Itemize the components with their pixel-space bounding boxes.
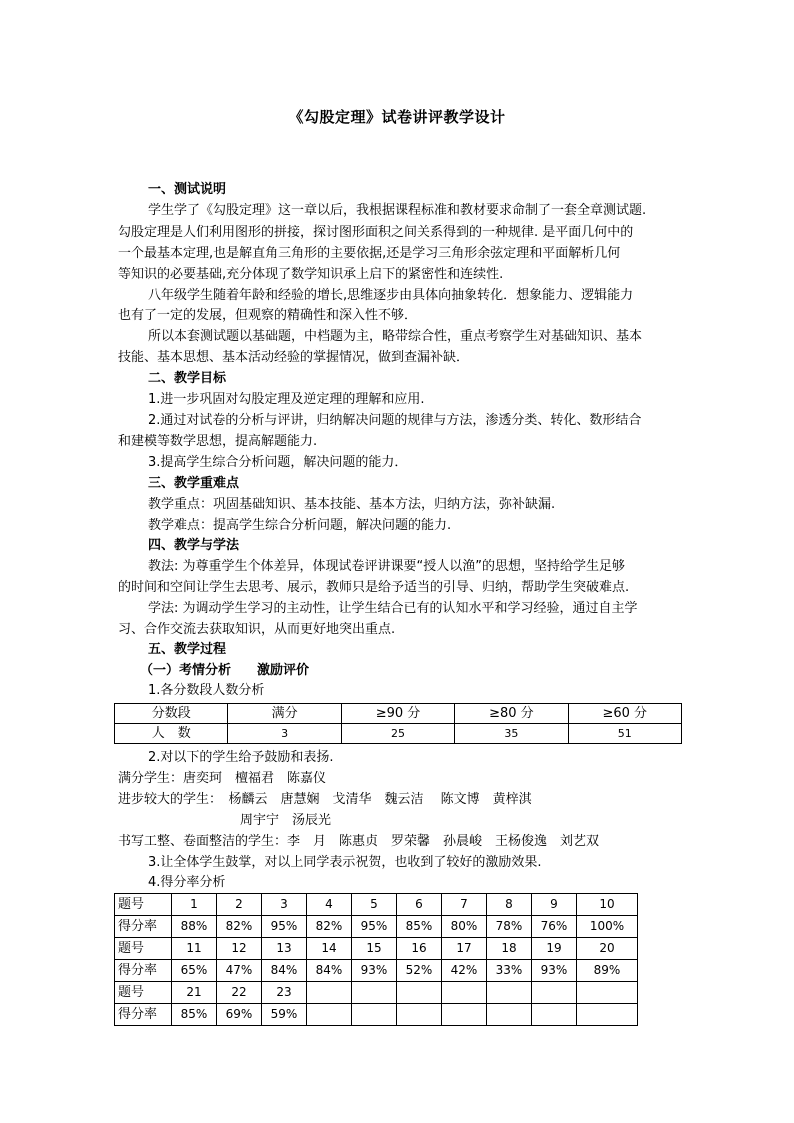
question-number-cell: 19 [532, 938, 577, 960]
score-rate-cell: 69% [217, 1004, 262, 1026]
paragraph-line: 周宇宁 汤辰光 [240, 813, 332, 828]
question-number-cell: 9 [532, 894, 577, 916]
table-row [115, 724, 682, 744]
score-rate-cell: 52% [397, 960, 442, 982]
score-rate-cell: 88% [172, 916, 217, 938]
score-rate-cell: 65% [172, 960, 217, 982]
table-row [115, 894, 638, 916]
section-heading-objectives: 二、教学目标 [148, 371, 227, 386]
paragraph-line: 满分学生：唐奕珂 檀福君 陈嘉仪 [118, 771, 327, 786]
paragraph-line: 3.提高学生综合分析问题，解决问题的能力． [148, 455, 408, 470]
score-rate-cell: 84% [262, 960, 307, 982]
score-rate-cell: 93% [352, 960, 397, 982]
score-rate-cell [442, 1004, 487, 1026]
score-rate-cell [397, 1004, 442, 1026]
paragraph-line: 4.得分率分析 [148, 875, 226, 890]
paragraph-line: 学法: 为调动学生学习的主动性，让学生结合已有的认知水平和学习经验，通过自主学 [148, 601, 638, 616]
paragraph-line: 所以本套测试题以基础题，中档题为主，略带综合性，重点考察学生对基础知识、基本 [148, 329, 643, 344]
score-distribution-table [114, 703, 682, 744]
section-heading-methods: 四、教学与学法 [148, 538, 240, 553]
row-label: 得分率 [115, 916, 172, 938]
score-rate-cell: 76% [532, 916, 577, 938]
paragraph-line: 也有了一定的发展，但观察的精确性和深入性不够． [118, 308, 418, 323]
question-number-cell [352, 982, 397, 1004]
question-number-cell: 21 [172, 982, 217, 1004]
question-number-cell: 16 [397, 938, 442, 960]
question-number-cell: 12 [217, 938, 262, 960]
question-number-cell [397, 982, 442, 1004]
table-row [115, 916, 638, 938]
question-number-cell: 22 [217, 982, 262, 1004]
score-rate-cell: 42% [442, 960, 487, 982]
section-heading-process: 五、教学过程 [148, 642, 227, 657]
score-rate-table [114, 893, 638, 1026]
paragraph-line: 教法: 为尊重学生个体差异，体现试卷评讲课要“授人以渔”的思想，坚持给学生足够 [148, 559, 625, 574]
row-label: 得分率 [115, 1004, 172, 1026]
paragraph-line: 八年级学生随着年龄和经验的增长,思维逐步由具体向抽象转化．想象能力、逻辑能力 [148, 288, 634, 303]
score-rate-cell: 82% [217, 916, 262, 938]
table-cell: 满分 [228, 704, 341, 724]
paragraph-line: 一个最基本定理,也是解直角三角形的主要依据,还是学习三角形余弦定理和平面解析几何 [118, 246, 621, 261]
table-cell: 人 数 [115, 724, 228, 744]
question-number-cell: 13 [262, 938, 307, 960]
paragraph-line: 和建模等数学思想，提高解题能力. [118, 434, 318, 449]
table-row [115, 982, 638, 1004]
question-number-cell: 20 [577, 938, 638, 960]
table-row [115, 960, 638, 982]
score-rate-cell [532, 1004, 577, 1026]
subsection-heading: （一）考情分析 激励评价 [140, 663, 310, 678]
score-rate-cell: 59% [262, 1004, 307, 1026]
question-number-cell [532, 982, 577, 1004]
document-title: 《勾股定理》试卷讲评教学设计 [288, 108, 506, 126]
question-number-cell: 11 [172, 938, 217, 960]
score-rate-cell [352, 1004, 397, 1026]
section-heading-key-points: 三、教学重难点 [148, 476, 240, 491]
question-number-cell [487, 982, 532, 1004]
table-cell: 35 [455, 724, 568, 744]
paragraph-line: 勾股定理是人们利用图形的拼接，探讨图形面积之间关系得到的一种规律. 是平面几何中的 [118, 225, 634, 240]
question-number-cell: 2 [217, 894, 262, 916]
score-rate-cell: 85% [172, 1004, 217, 1026]
question-number-cell: 17 [442, 938, 487, 960]
paragraph-line: 技能、基本思想、基本活动经验的掌握情况，做到查漏补缺． [118, 350, 470, 365]
score-rate-cell [487, 1004, 532, 1026]
paragraph-line: 2.对以下的学生给予鼓励和表扬. [148, 750, 334, 765]
score-rate-cell: 84% [307, 960, 352, 982]
question-number-cell: 3 [262, 894, 307, 916]
question-number-cell: 4 [307, 894, 352, 916]
score-rate-cell: 95% [352, 916, 397, 938]
row-label: 题号 [115, 938, 172, 960]
score-rate-cell: 89% [577, 960, 638, 982]
row-label: 题号 [115, 982, 172, 1004]
paragraph-line: 1.各分数段人数分析 [148, 683, 265, 698]
paragraph-line: 1.进一步巩固对勾股定理及逆定理的理解和应用. [148, 392, 425, 407]
table-cell: ≥60 分 [568, 704, 681, 724]
row-label: 得分率 [115, 960, 172, 982]
paragraph-line: 教学难点：提高学生综合分析问题，解决问题的能力. [148, 518, 452, 533]
question-number-cell [307, 982, 352, 1004]
question-number-cell: 5 [352, 894, 397, 916]
table-row [115, 938, 638, 960]
table-cell: ≥80 分 [455, 704, 568, 724]
paragraph-line: 等知识的必要基础,充分体现了数学知识承上启下的紧密性和连续性. [118, 267, 504, 282]
question-number-cell: 6 [397, 894, 442, 916]
score-rate-cell: 33% [487, 960, 532, 982]
score-rate-cell: 47% [217, 960, 262, 982]
paragraph-line: 2.通过对试卷的分析与评讲，归纳解决问题的规律与方法，渗透分类、转化、数形结合 [148, 413, 642, 428]
score-rate-cell: 93% [532, 960, 577, 982]
paragraph-line: 教学重点：巩固基础知识、基本技能、基本方法，归纳方法，弥补缺漏. [148, 497, 556, 512]
paragraph-line: 3.让全体学生鼓掌，对以上同学表示祝贺，也收到了较好的激励效果. [148, 855, 542, 870]
question-number-cell [577, 982, 638, 1004]
table-row [115, 704, 682, 724]
score-rate-cell: 78% [487, 916, 532, 938]
table-cell: 分数段 [115, 704, 228, 724]
score-rate-cell: 100% [577, 916, 638, 938]
question-number-cell: 14 [307, 938, 352, 960]
question-number-cell: 23 [262, 982, 307, 1004]
score-rate-cell: 82% [307, 916, 352, 938]
table-cell: ≥90 分 [341, 704, 454, 724]
paragraph-line: 书写工整、卷面整洁的学生：李 月 陈惠贞 罗荣馨 孙晨峻 王杨俊逸 刘艺双 [118, 834, 600, 849]
question-number-cell: 8 [487, 894, 532, 916]
question-number-cell: 15 [352, 938, 397, 960]
question-number-cell: 18 [487, 938, 532, 960]
question-number-cell [442, 982, 487, 1004]
table-cell: 25 [341, 724, 454, 744]
paragraph-line: 进步较大的学生： 杨麟云 唐慧娴 戈清华 魏云洁 陈文博 黄梓淇 [118, 792, 532, 807]
question-number-cell: 7 [442, 894, 487, 916]
table-cell: 3 [228, 724, 341, 744]
score-rate-cell: 85% [397, 916, 442, 938]
score-rate-cell [307, 1004, 352, 1026]
paragraph-line: 学生学了《勾股定理》这一章以后，我根据课程标准和教材要求命制了一套全章测试题. [148, 203, 647, 218]
score-rate-cell: 95% [262, 916, 307, 938]
question-number-cell: 10 [577, 894, 638, 916]
score-rate-cell: 80% [442, 916, 487, 938]
table-cell: 51 [568, 724, 681, 744]
question-number-cell: 1 [172, 894, 217, 916]
score-rate-cell [577, 1004, 638, 1026]
paragraph-line: 习、合作交流去获取知识，从而更好地突出重点. [118, 622, 396, 637]
section-heading-test-description: 一、测试说明 [148, 182, 227, 197]
table-row [115, 1004, 638, 1026]
row-label: 题号 [115, 894, 172, 916]
paragraph-line: 的时间和空间让学生去思考、展示，教师只是给予适当的引导、归纳，帮助学生突破难点. [118, 580, 630, 595]
